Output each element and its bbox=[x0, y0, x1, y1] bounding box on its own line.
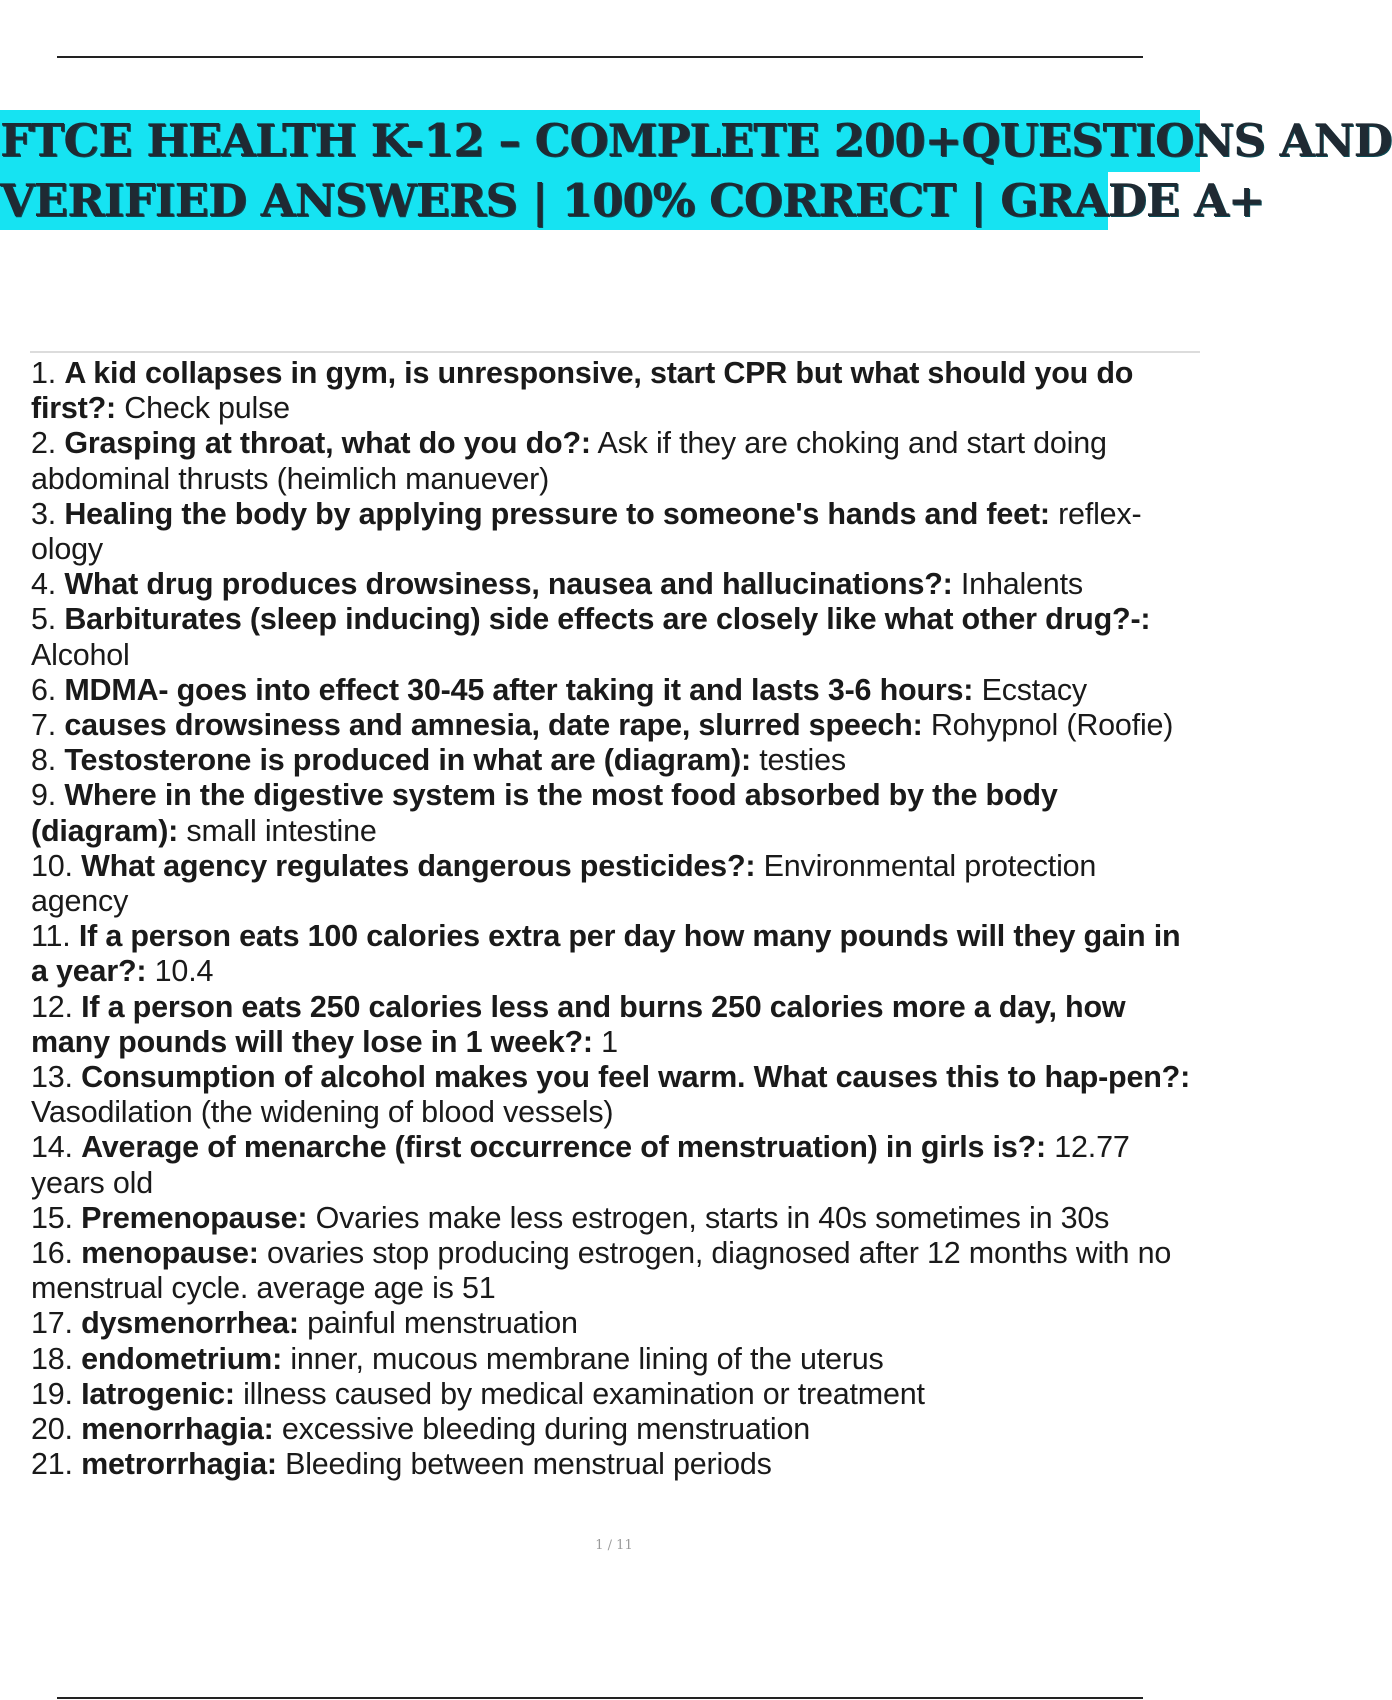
item-number: 13. bbox=[31, 1060, 73, 1095]
item-number: 20. bbox=[31, 1412, 73, 1447]
list-item bbox=[31, 708, 1201, 743]
page-number: 1 / 11 bbox=[595, 1538, 633, 1553]
answer-text: Ovaries make less estrogen, starts in 40s sometimes in 30s bbox=[315, 1200, 1110, 1235]
question-text: What drug produces drowsiness, nausea and hallucinations?: bbox=[64, 567, 953, 602]
list-item bbox=[31, 1377, 1201, 1412]
item-number: 21. bbox=[31, 1447, 73, 1482]
list-item bbox=[31, 849, 1201, 919]
question-text: A kid collapses in gym, is unresponsive, start CPR but what should you do first?: bbox=[31, 356, 1134, 426]
item-number: 2. bbox=[31, 426, 57, 461]
list-item bbox=[31, 567, 1201, 602]
item-number: 10. bbox=[31, 848, 73, 883]
question-text: Premenopause: bbox=[81, 1200, 308, 1235]
question-text: Consumption of alcohol makes you feel warm. What causes this to hap-pen?: bbox=[81, 1060, 1191, 1095]
item-number: 3. bbox=[31, 496, 57, 531]
question-text: causes drowsiness and amnesia, date rape, slurred speech: bbox=[64, 708, 923, 743]
question-text: MDMA- goes into effect 30-45 after taking it and lasts 3-6 hours: bbox=[64, 672, 974, 707]
answer-text: Check pulse bbox=[124, 391, 290, 426]
answer-text: Rohypnol (Roofie) bbox=[930, 708, 1174, 743]
title-line-2: VERIFIED ANSWERS | 100% CORRECT | GRADE A+ bbox=[0, 172, 1108, 230]
list-item bbox=[31, 919, 1201, 989]
question-text: metrorrhagia: bbox=[81, 1447, 277, 1482]
question-text: menorrhagia: bbox=[81, 1412, 274, 1447]
answer-text: Ecstacy bbox=[981, 672, 1087, 707]
question-text: Barbiturates (sleep inducing) side effects are closely like what other drug?-: bbox=[64, 602, 1151, 637]
item-number: 1. bbox=[31, 356, 57, 390]
question-text: Healing the body by applying pressure to someone's hands and feet: bbox=[64, 496, 1050, 531]
list-item bbox=[31, 602, 1201, 672]
answer-text: Vasodilation (the widening of blood vessels) bbox=[31, 1095, 614, 1130]
answer-text: Bleeding between menstrual periods bbox=[285, 1447, 772, 1482]
question-answer-list bbox=[31, 356, 1201, 1483]
item-number: 11. bbox=[31, 919, 71, 954]
question-text: If a person eats 250 calories less and burns 250 calories more a day, how many pounds will they lose in 1 week?: bbox=[31, 989, 1126, 1059]
list-item bbox=[31, 1130, 1201, 1200]
answer-text: 10.4 bbox=[154, 954, 214, 989]
answer-text: Environmental protection agency bbox=[31, 848, 1097, 919]
item-number: 18. bbox=[31, 1341, 73, 1376]
list-item bbox=[31, 1342, 1201, 1377]
list-item bbox=[31, 426, 1201, 496]
question-text: Testosterone is produced in what are (diagram): bbox=[64, 743, 751, 778]
list-item bbox=[31, 990, 1201, 1060]
list-item bbox=[31, 1306, 1201, 1341]
question-text: If a person eats 100 calories extra per day how many pounds will they gain in a year?: bbox=[31, 919, 1181, 989]
question-text: Iatrogenic: bbox=[81, 1376, 235, 1411]
answer-text: 12.77 years old bbox=[31, 1130, 1130, 1200]
item-number: 7. bbox=[31, 708, 57, 743]
question-text: Average of menarche (first occurrence of menstruation) in girls is?: bbox=[81, 1130, 1046, 1165]
answer-text: Ask if they are choking and start doing abdominal thrusts (heimlich manuever) bbox=[31, 426, 1107, 496]
answer-text: 1 bbox=[601, 1024, 618, 1059]
top-rule bbox=[57, 56, 1143, 58]
list-item bbox=[31, 356, 1201, 426]
answer-text: testies bbox=[759, 743, 846, 778]
answer-text: inner, mucous membrane lining of the uterus bbox=[290, 1341, 884, 1376]
item-number: 19. bbox=[31, 1376, 73, 1411]
list-item bbox=[31, 1412, 1201, 1447]
question-text: Where in the digestive system is the most food absorbed by the body (diagram): bbox=[31, 778, 1058, 848]
list-item bbox=[31, 1447, 1201, 1482]
list-item bbox=[31, 1201, 1201, 1236]
question-text: menopause: bbox=[81, 1236, 259, 1271]
list-item bbox=[31, 673, 1201, 708]
bottom-rule bbox=[57, 1697, 1143, 1699]
item-number: 16. bbox=[31, 1236, 73, 1271]
document-title bbox=[0, 110, 1392, 230]
answer-text: illness caused by medical examination or treatment bbox=[243, 1376, 925, 1411]
question-text: What agency regulates dangerous pesticides?: bbox=[81, 848, 756, 883]
item-number: 14. bbox=[31, 1130, 73, 1165]
answer-text: excessive bleeding during menstruation bbox=[281, 1412, 811, 1447]
list-item bbox=[31, 1060, 1201, 1130]
list-item bbox=[31, 778, 1201, 848]
answer-text: small intestine bbox=[186, 813, 377, 848]
item-number: 4. bbox=[31, 567, 57, 602]
section-divider bbox=[30, 351, 1200, 353]
list-item bbox=[31, 497, 1201, 567]
answer-text: ovaries stop producing estrogen, diagnosed after 12 months with no menstrual cycle. average age is 51 bbox=[31, 1236, 1172, 1306]
answer-text: Alcohol bbox=[31, 637, 130, 672]
list-item bbox=[31, 1236, 1201, 1306]
answer-text: Inhalents bbox=[960, 567, 1083, 602]
item-number: 6. bbox=[31, 672, 57, 707]
item-number: 8. bbox=[31, 743, 57, 778]
item-number: 5. bbox=[31, 602, 57, 637]
question-text: dysmenorrhea: bbox=[81, 1306, 299, 1341]
item-number: 17. bbox=[31, 1306, 73, 1341]
item-number: 12. bbox=[31, 989, 73, 1024]
title-line-1: FTCE HEALTH K-12 – COMPLETE 200+QUESTIONS AND bbox=[0, 110, 1200, 172]
question-text: endometrium: bbox=[81, 1341, 283, 1376]
question-text: Grasping at throat, what do you do?: bbox=[64, 426, 591, 461]
answer-text: painful menstruation bbox=[307, 1306, 578, 1341]
list-item bbox=[31, 743, 1201, 778]
answer-text: reflex-ology bbox=[31, 496, 1142, 567]
item-number: 15. bbox=[31, 1200, 73, 1235]
item-number: 9. bbox=[31, 778, 57, 813]
